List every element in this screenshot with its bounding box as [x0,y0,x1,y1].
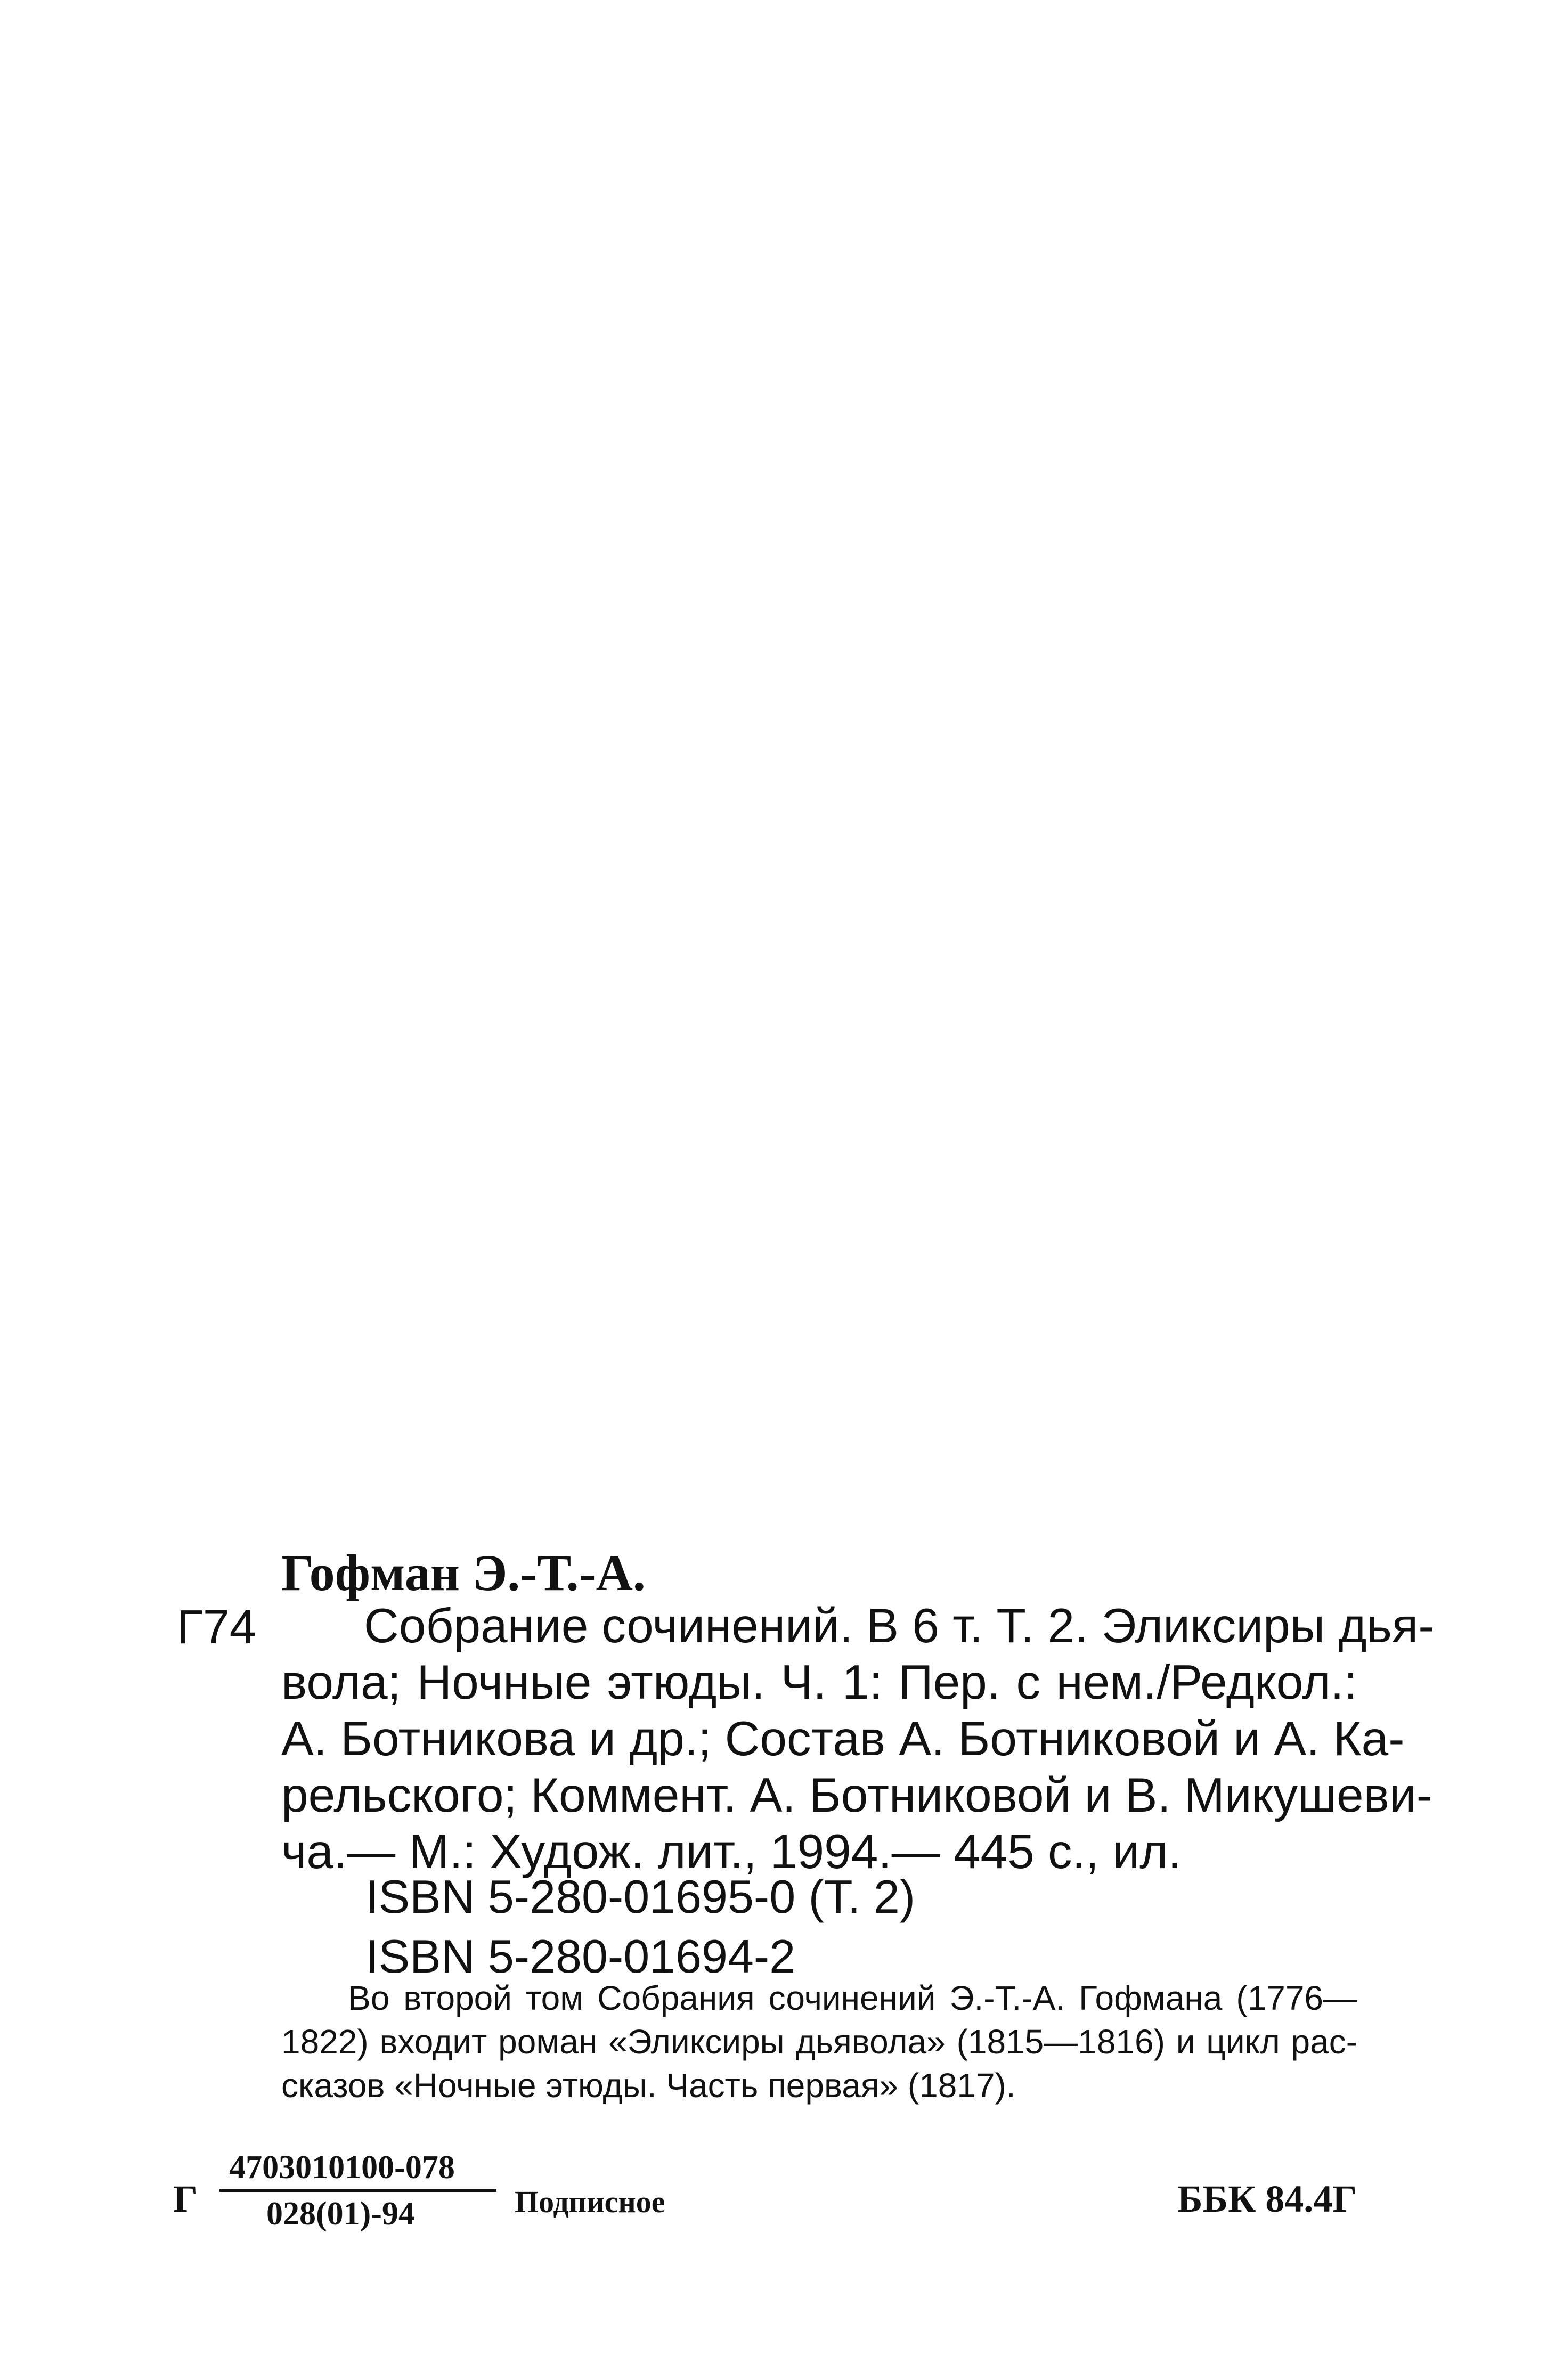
annotation-line: сказов «Ночные этюды. Часть первая» (1817). [281,2066,1016,2105]
fraction-denominator: 028(01)-94 [266,2196,415,2232]
isbn-block [365,1867,915,1986]
description-line: рельского; Коммент. А. Ботниковой и В. Микушеви- [281,1768,1433,1822]
bbk-code: ББК 84.4Г [1177,2178,1357,2220]
isbn-volume: ISBN 5-280-01695-0 (Т. 2) [365,1870,916,1923]
annotation-line: Во второй том Собрания сочинений Э.-Т.-А. Гофмана (1776— [348,1979,1357,2017]
annotation [281,1976,1357,2107]
annotation-line: 1822) входит роман «Эликсиры дьявола» (1815—1816) и цикл рас- [281,2023,1357,2061]
author-heading: Гофман Э.-Т.-А. [281,1544,646,1601]
subscription-label: Подписное [515,2185,665,2219]
isbn-set: ISBN 5-280-01694-2 [365,1930,796,1983]
bibliographic-description [281,1598,1435,1880]
description-line: ча.— М.: Худож. лит., 1994.— 445 с., ил. [281,1825,1182,1879]
publication-code-fraction [219,2151,496,2230]
classification-code: Г74 [177,1601,256,1654]
description-line: вола; Ночные этюды. Ч. 1: Пер. с нем./Редкол.: [281,1656,1357,1709]
fraction-numerator: 4703010100-078 [229,2149,455,2186]
footer-letter: Г [173,2178,198,2220]
description-line: А. Ботникова и др.; Состав А. Ботниковой и А. Ка- [281,1712,1405,1766]
description-line: Собрание сочинений. В 6 т. Т. 2. Эликсиры дья- [364,1599,1435,1653]
